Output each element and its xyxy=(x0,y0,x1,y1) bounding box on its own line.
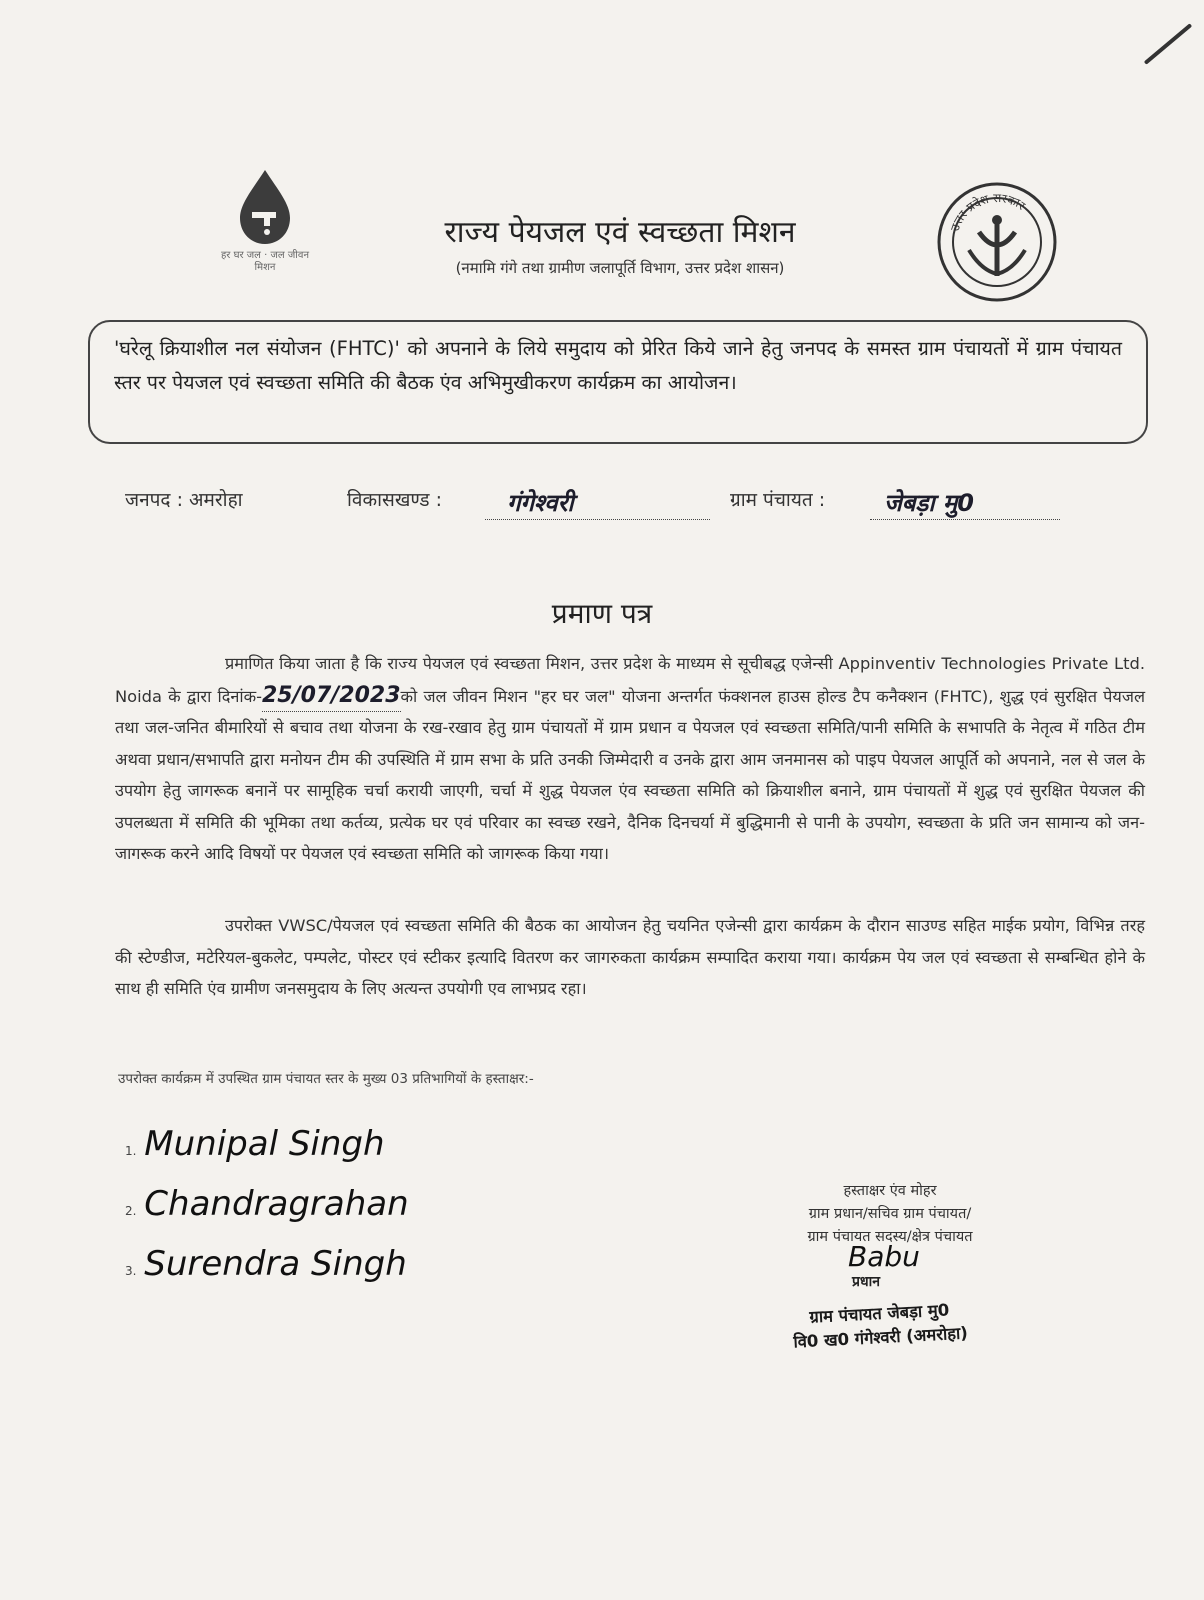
signature-name: Munipal Singh xyxy=(144,1124,385,1164)
office-line-2: वि0 ख0 गंगेश्वरी (अमरोहा) xyxy=(792,1323,969,1352)
block-field xyxy=(485,486,710,520)
pradhan-role: प्रधान xyxy=(852,1274,880,1290)
certificate-paragraph-1 xyxy=(115,648,1145,870)
certificate-title: प्रमाण पत्र xyxy=(551,597,653,630)
district-label: जनपद : अमरोहा xyxy=(125,489,243,511)
office-line-1: ग्राम पंचायत जेबड़ा मु0 xyxy=(808,1300,950,1327)
location-row xyxy=(125,486,1085,526)
mission-title: राज्य पेयजल एवं स्वच्छता मिशन xyxy=(444,215,796,250)
participant-signature-1 xyxy=(125,1124,385,1164)
participant-signature-2 xyxy=(125,1184,409,1224)
paragraph-2-text: उपरोक्त VWSC/पेयजल एवं स्वच्छता समिति की बैठक का आयोजन हेतु चयनित एजेन्सी द्वारा कार्यक्रम के दौरान साउण्ड सहित माईक प्रयोग, विभिन्न तरह की स्टेण्डीज, मटेरियल-बुकलेट, पम्पलेट, पोस्टर एवं स्टीकर इत्यादि वितरण कर जागरुकता कार्यक्रम सम्पादित कराया गया। कार्यक्रम पेय जल एवं स्वच्छता से सम्बन्धित होने के साथ ही समिति एंव ग्रामीण जनसमुदाय के लिए अत्यन्त उपयोगी एव लाभप्रद रहा। xyxy=(115,916,1145,998)
paragraph-1-rest: को जल जीवन मिशन "हर घर जल" योजना अन्तर्गत फंक्शनल हाउस होल्ड टैप कनैक्शन (FHTC), शुद्ध एवं सुरक्षित पेयजल तथा जल-जनित बीमारियों से बचाव तथा योजना के रख-रखाव हेतु ग्राम पंचायतों में ग्राम प्रधान व पेयजल एवं स्वच्छता समिति/पानी समिति के सभापति के नेतृत्व में गठित टीम अथवा प्रधान/सभापति द्वारा मनोयन टीम की उपस्थिति में ग्राम सभा के प्रति उनकी जिम्मेदारी व उनके द्वारा आम जनमानस को पाइप पेयजल आपूर्ति को अपनाने, नल से जल के उपयोग हेतु जागरूक बनानें पर सामूहिक चर्चा करायी जाएगी, चर्चा में शुद्ध पेयजल एंव स्वच्छता समिति को क्रियाशील बनाने, ग्राम पंचायतों में शुद्ध एवं सुरक्षित पेयजल की उपलब्धता में समिति की भूमिका तथा कर्तव्य, प्रत्येक घर एवं परिवार का स्वच्छ रखने, दैनिक दिनचर्या में बुद्धिमानी से पानी के उपयोग, स्वच्छता के प्रति जन सामान्य को जन-जागरूक करने आदि विषयों पर पेयजल एवं स्वच्छता समिति को जागरूक किया गया। xyxy=(115,686,1145,863)
gram-panchayat-field xyxy=(870,486,1060,520)
participant-signature-3 xyxy=(125,1244,407,1284)
office-stamp xyxy=(759,1296,1001,1356)
gram-panchayat-value: जेबड़ा मु0 xyxy=(884,489,974,517)
authority-block xyxy=(740,1180,1040,1249)
signature-number: 2. xyxy=(125,1204,137,1218)
authority-line-2: ग्राम प्रधान/सचिव ग्राम पंचायत/ xyxy=(808,1206,972,1222)
logo-tagline: हर घर जल · जल जीवन मिशन xyxy=(221,250,309,273)
mission-subtitle: (नमामि गंगे तथा ग्रामीण जलापूर्ति विभाग, उत्तर प्रदेश शासन) xyxy=(455,259,785,277)
pen-stroke-mark xyxy=(1144,23,1193,65)
signature-number: 3. xyxy=(125,1264,137,1278)
subject-box: 'घरेलू क्रियाशील नल संयोजन (FHTC)' को अपनाने के लिये समुदाय को प्रेरित किये जाने हेतु जनपद के समस्त ग्राम पंचायतों में ग्राम पंचायत स्तर पर पेयजल एवं स्वच्छता समिति की बैठक एंव अभिमुखीकरण कार्यक्रम का आयोजन। xyxy=(88,320,1148,444)
up-government-seal xyxy=(935,180,1059,304)
gram-panchayat-label: ग्राम पंचायत : xyxy=(730,489,826,511)
signature-name: Surendra Singh xyxy=(144,1244,407,1284)
authority-line-1: हस्ताक्षर एंव मोहर xyxy=(843,1183,937,1199)
signature-number: 1. xyxy=(125,1144,137,1158)
seal-text: उत्तर प्रदेश सरकार xyxy=(947,190,1028,234)
participants-note: उपरोक्त कार्यक्रम में उपस्थित ग्राम पंचायत स्तर के मुख्य 03 प्रतिभागियों के हस्ताक्षर:- xyxy=(118,1071,534,1087)
certificate-paragraph-2 xyxy=(115,910,1145,1005)
authority-line-3: ग्राम पंचायत सदस्य/क्षेत्र पंचायत xyxy=(807,1229,973,1245)
signature-name: Chandragrahan xyxy=(144,1184,409,1224)
block-label: विकासखण्ड : xyxy=(347,489,443,511)
block-value: गंगेश्वरी xyxy=(507,489,574,517)
paragraph-1-start: प्रमाणित किया जाता है कि राज्य पेयजल एवं स्वच्छता मिशन, उत्तर प्रदेश के माध्यम से सूचीबद्ध एजेन्सी Appinventiv Technologies Private Ltd. Noida के द्वारा दिनांक- xyxy=(115,654,1145,706)
water-drop-icon xyxy=(230,168,300,246)
program-date: 25/07/2023 xyxy=(262,680,401,713)
pradhan-signature: Babu xyxy=(848,1240,920,1273)
har-ghar-jal-logo xyxy=(210,168,320,288)
